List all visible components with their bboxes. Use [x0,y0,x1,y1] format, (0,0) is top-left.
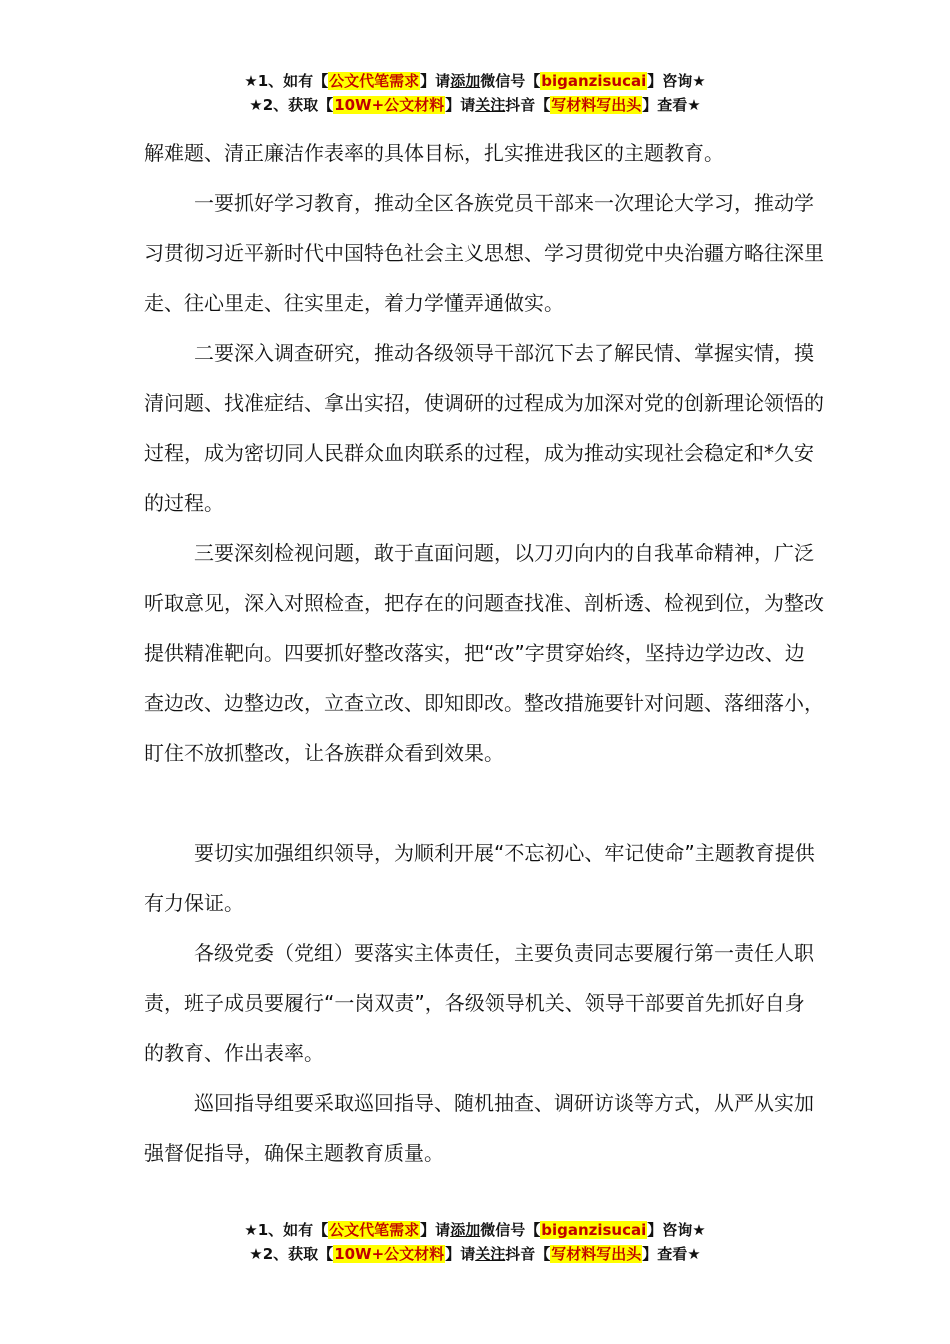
underlined-follow: 关注 [475,1245,506,1263]
banner-text: ★2、获取【 [249,96,334,114]
banner-text: ★1、如有【 [244,72,329,90]
banner-text: 】请 [445,96,476,114]
banner-text: 】请 [420,1221,451,1239]
banner-text: 】请 [420,72,451,90]
underlined-follow: 关注 [475,96,506,114]
highlight-materials: 10W+公文材料 [334,1245,445,1263]
banner-text: 微信号【 [480,1221,541,1239]
highlight-ghostwriting: 公文代笔需求 [329,72,420,90]
banner-text: 】请 [445,1245,476,1263]
banner-text: ★2、获取【 [249,1245,334,1263]
paragraph-inspection-groups: 巡回指导组要采取巡回指导、随机抽查、调研访谈等方式，从严从实加强督促指导，确保主题教育质量。 [144,1091,814,1165]
paragraph-party-committees: 各级党委（党组）要落实主体责任，主要负责同志要履行第一责任人职责，班子成员要履行“一岗双责”，各级领导机关、领导干部要首先抓好自身的教育、作出表率。 [144,941,814,1065]
document-body [144,128,824,1178]
paragraph-gap [144,778,824,828]
paragraph-leadership: 要切实加强组织领导，为顺利开展“不忘初心、牢记使命”主题教育提供有力保证。 [144,841,815,915]
banner-text: 】查看★ [642,1245,701,1263]
highlight-materials: 10W+公文材料 [334,96,445,114]
banner-text: ★1、如有【 [244,1221,329,1239]
highlight-douyin-account: 写材料写出头 [551,96,642,114]
footer-banner-line-1 [0,1219,950,1241]
highlight-douyin-account: 写材料写出头 [551,1245,642,1263]
paragraph-research: 二要深入调查研究，推动各级领导干部沉下去了解民情、掌握实情，摸清问题、找准症结、拿出实招，使调研的过程成为加深对党的创新理论领悟的过程，成为密切同人民群众血肉联系的过程，成为推动实现社会稳定和*久安的过程。 [144,341,824,515]
highlight-wechat-id: biganzisucai [541,1221,647,1239]
highlight-ghostwriting: 公文代笔需求 [329,1221,420,1239]
paragraph-study: 一要抓好学习教育，推动全区各族党员干部来一次理论大学习，推动学习贯彻习近平新时代中国特色社会主义思想、学习贯彻党中央治疆方略往深里走、往心里走、往实里走，着力学懂弄通做实。 [144,191,824,315]
banner-text: 】咨询★ [647,72,706,90]
footer-banner-line-2 [0,1243,950,1265]
banner-text: 抖音【 [505,96,551,114]
paragraph-problems: 三要深刻检视问题，敢于直面问题，以刀刃向内的自我革命精神，广泛听取意见，深入对照检查，把存在的问题查找准、剖析透、检视到位，为整改提供精准靶向。四要抓好整改落实，把“改”字贯穿始终，坚持边学边改、边查边改、边整边改，立查立改、即知即改。整改措施要针对问题、落细落小，盯住不放抓整改，让各族群众看到效果。 [144,541,824,765]
highlight-wechat-id: biganzisucai [541,72,647,90]
header-banner-line-2 [0,94,950,116]
underlined-add: 添加 [450,72,481,90]
underlined-add: 添加 [450,1221,481,1239]
header-banner-line-1 [0,70,950,92]
banner-text: 微信号【 [480,72,541,90]
paragraph-continuation: 解难题、清正廉洁作表率的具体目标，扎实推进我区的主题教育。 [144,141,724,165]
banner-text: 】咨询★ [647,1221,706,1239]
banner-text: 】查看★ [642,96,701,114]
banner-text: 抖音【 [505,1245,551,1263]
